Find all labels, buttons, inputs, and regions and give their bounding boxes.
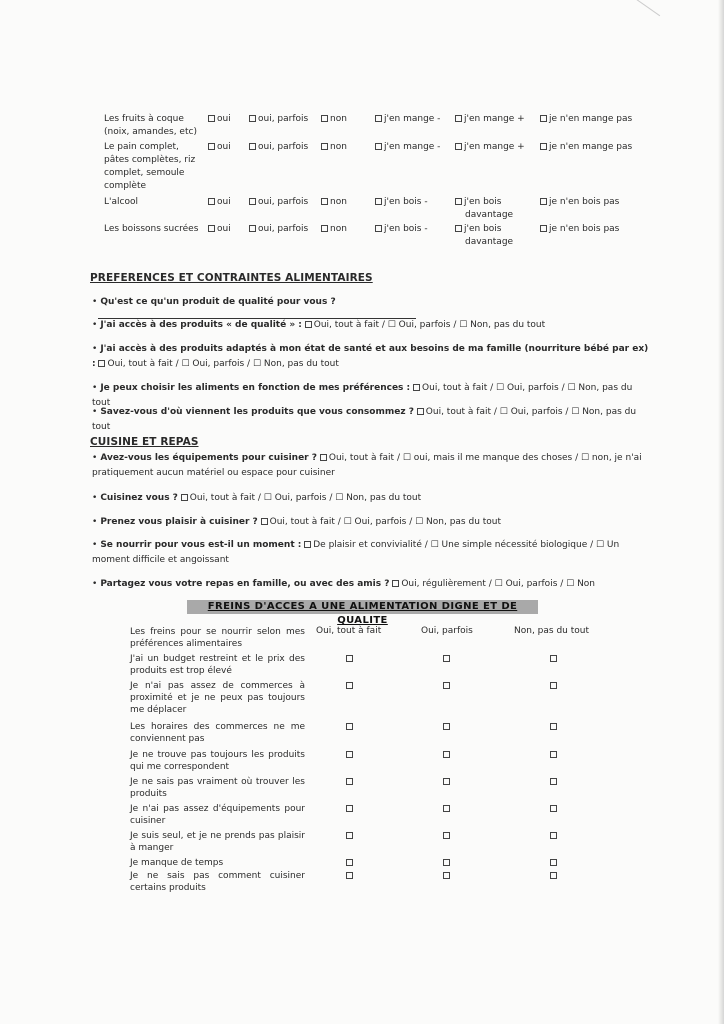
checkbox-icon[interactable] xyxy=(550,723,557,730)
question xyxy=(92,538,652,568)
checkbox-icon[interactable] xyxy=(550,751,557,758)
food-option[interactable] xyxy=(321,196,347,209)
food-option-label: je n'en mange pas xyxy=(549,114,633,124)
food-option-label: oui xyxy=(217,142,231,152)
question-text: J'ai accès à des produits « de qualité » : xyxy=(100,320,302,330)
question-text: Qu'est ce qu'un produit de qualité pour vous ? xyxy=(100,297,336,307)
food-option[interactable] xyxy=(455,141,525,154)
bullet: • xyxy=(92,344,98,354)
checkbox-icon xyxy=(375,115,382,122)
checkbox-icon xyxy=(321,198,328,205)
checkbox-icon xyxy=(249,198,256,205)
food-option-label: non xyxy=(330,224,347,234)
freins-row-label: Je suis seul, et je ne prends pas plaisir à manger xyxy=(130,831,305,853)
food-option[interactable] xyxy=(375,223,428,236)
checkbox-icon xyxy=(375,143,382,150)
freins-row-label: Je n'ai pas assez d'équipements pour cuisiner xyxy=(130,804,305,826)
food-option-label: j'en bois - xyxy=(384,197,428,207)
food-option-label: je n'en bois pas xyxy=(549,197,620,207)
food-option[interactable] xyxy=(540,223,619,236)
answer-options: Oui, tout à fait / ☐ Oui, parfois / ☐ Non, pas du tout xyxy=(313,320,546,330)
question-text: Partagez vous votre repas en famille, ou avec des amis ? xyxy=(100,579,390,589)
food-row-label: Les boissons sucrées xyxy=(104,224,199,234)
checkbox-icon[interactable] xyxy=(550,859,557,866)
bullet: • xyxy=(92,540,98,550)
food-option-label: j'en bois - xyxy=(384,224,428,234)
freins-column-header: Oui, tout à fait xyxy=(316,626,382,636)
checkbox-icon[interactable] xyxy=(443,832,450,839)
food-option[interactable] xyxy=(321,141,347,154)
checkbox-icon[interactable] xyxy=(443,859,450,866)
bullet: • xyxy=(92,383,98,393)
question-text: Je peux choisir les aliments en fonction de mes préférences : xyxy=(100,383,411,393)
food-option-label: oui, parfois xyxy=(258,142,309,152)
scan-mark xyxy=(618,0,660,41)
checkbox-icon[interactable] xyxy=(304,541,311,548)
food-option-label: oui, parfois xyxy=(258,114,309,124)
checkbox-icon[interactable] xyxy=(443,682,450,689)
checkbox-icon[interactable] xyxy=(346,682,353,689)
checkbox-icon[interactable] xyxy=(550,805,557,812)
question xyxy=(92,515,652,530)
food-option-label: non xyxy=(330,197,347,207)
checkbox-icon xyxy=(455,225,462,232)
preferences-section-title: PREFERENCES ET CONTRAINTES ALIMENTAIRES xyxy=(90,272,373,284)
food-option[interactable] xyxy=(540,113,632,126)
food-option[interactable] xyxy=(208,196,231,209)
checkbox-icon xyxy=(375,225,382,232)
checkbox-icon[interactable] xyxy=(550,778,557,785)
freins-header-label: Les freins pour se nourrir selon mes préférences alimentaires xyxy=(130,627,305,649)
bullet: • xyxy=(92,453,98,463)
food-option[interactable] xyxy=(249,196,308,209)
food-option[interactable] xyxy=(375,141,440,154)
checkbox-icon[interactable] xyxy=(443,805,450,812)
checkbox-icon[interactable] xyxy=(550,832,557,839)
question xyxy=(92,318,652,333)
question-text: Se nourrir pour vous est-il un moment : xyxy=(100,540,302,550)
checkbox-icon[interactable] xyxy=(320,454,327,461)
food-option[interactable] xyxy=(455,223,525,249)
checkbox-icon[interactable] xyxy=(346,832,353,839)
food-option-label: je n'en bois pas xyxy=(549,224,620,234)
checkbox-icon[interactable] xyxy=(443,778,450,785)
checkbox-icon xyxy=(540,225,547,232)
bullet: • xyxy=(92,579,98,589)
food-row-label: Le pain complet, pâtes complètes, riz complet, semoule complète xyxy=(104,142,196,191)
food-option[interactable] xyxy=(540,141,632,154)
food-option-label: j'en mange + xyxy=(464,114,525,124)
food-option-label: j'en mange + xyxy=(464,142,525,152)
checkbox-icon xyxy=(208,225,215,232)
checkbox-icon xyxy=(540,115,547,122)
checkbox-icon xyxy=(375,198,382,205)
answer-options: De plaisir et convivialité / ☐ Une simple nécessité biologique / ☐ Un moment difficile et angoissant xyxy=(92,540,620,565)
food-option[interactable] xyxy=(321,113,347,126)
food-option-label: oui xyxy=(217,197,231,207)
question-text: Avez-vous les équipements pour cuisiner ? xyxy=(100,453,317,463)
checkbox-icon[interactable] xyxy=(346,805,353,812)
checkbox-icon[interactable] xyxy=(443,872,450,879)
checkbox-icon[interactable] xyxy=(346,723,353,730)
checkbox-icon xyxy=(455,143,462,150)
checkbox-icon xyxy=(540,198,547,205)
food-option[interactable] xyxy=(455,196,525,222)
freins-row-label: J'ai un budget restreint et le prix des produits est trop élevé xyxy=(130,654,305,676)
food-option-label: oui, parfois xyxy=(258,224,309,234)
freins-row-label: Je manque de temps xyxy=(130,858,224,868)
freins-row-label: Je ne sais pas comment cuisiner certains produits xyxy=(130,871,305,893)
checkbox-icon xyxy=(208,143,215,150)
food-option-label: oui xyxy=(217,114,231,124)
checkbox-icon xyxy=(540,143,547,150)
food-option-label: je n'en mange pas xyxy=(549,142,633,152)
checkbox-icon[interactable] xyxy=(346,859,353,866)
food-option-label: j'en mange - xyxy=(384,142,441,152)
food-option-label: oui xyxy=(217,224,231,234)
checkbox-icon[interactable] xyxy=(550,872,557,879)
scan-edge-shadow xyxy=(718,0,724,1024)
food-option[interactable] xyxy=(208,113,231,126)
checkbox-icon[interactable] xyxy=(346,872,353,879)
question xyxy=(92,405,652,435)
checkbox-icon[interactable] xyxy=(346,778,353,785)
checkbox-icon[interactable] xyxy=(346,751,353,758)
question xyxy=(92,451,652,481)
food-option[interactable] xyxy=(249,223,308,236)
food-option[interactable] xyxy=(375,113,440,126)
answer-options: Oui, régulièrement / ☐ Oui, parfois / ☐ Non xyxy=(401,579,596,589)
checkbox-icon xyxy=(455,115,462,122)
question xyxy=(92,342,652,372)
bullet: • xyxy=(92,493,98,503)
freins-column-header: Non, pas du tout xyxy=(514,626,589,636)
food-option[interactable] xyxy=(249,141,308,154)
freins-row-label: Je ne trouve pas toujours les produits qui me correspondent xyxy=(130,750,305,772)
freins-row-label: Je ne sais pas vraiment où trouver les produits xyxy=(130,777,305,799)
food-option[interactable] xyxy=(249,113,308,126)
checkbox-icon xyxy=(321,143,328,150)
checkbox-icon[interactable] xyxy=(392,580,399,587)
bullet: • xyxy=(92,320,98,330)
question-text: Cuisinez vous ? xyxy=(100,493,178,503)
food-option[interactable] xyxy=(321,223,347,236)
question-text: J'ai accès à des produits adaptés à mon état de santé et aux besoins de ma famille (nourriture bébé par ex) : xyxy=(92,344,649,369)
question-text: Prenez vous plaisir à cuisiner ? xyxy=(100,517,258,527)
checkbox-icon xyxy=(249,143,256,150)
question-text: Savez-vous d'où viennent les produits que vous consommez ? xyxy=(100,407,414,417)
food-row-label: Les fruits à coque (noix, amandes, etc) xyxy=(104,114,197,137)
answer-options: Oui, tout à fait / ☐ oui, mais il me manque des choses / ☐ non, je n'ai pratiquement aucun matériel ou espace pour cuisiner xyxy=(92,453,642,478)
checkbox-icon[interactable] xyxy=(305,321,312,328)
checkbox-icon[interactable] xyxy=(550,655,557,662)
checkbox-icon[interactable] xyxy=(346,655,353,662)
question xyxy=(92,491,652,506)
food-option[interactable] xyxy=(455,113,525,126)
food-option-label: non xyxy=(330,114,347,124)
food-option[interactable] xyxy=(375,196,428,209)
checkbox-icon[interactable] xyxy=(443,655,450,662)
freins-column-header: Oui, parfois xyxy=(421,626,473,636)
checkbox-icon[interactable] xyxy=(413,384,420,391)
answer-options: Oui, tout à fait / ☐ Oui, parfois / ☐ Non, pas du tout xyxy=(269,517,502,527)
checkbox-icon xyxy=(455,198,462,205)
food-option[interactable] xyxy=(540,196,619,209)
bullet: • xyxy=(92,407,98,417)
question xyxy=(92,577,652,592)
freins-row-label: Les horaires des commerces ne me conviennent pas xyxy=(130,722,305,744)
food-option[interactable] xyxy=(208,223,231,236)
answer-options: Oui, tout à fait / ☐ Oui, parfois / ☐ Non, pas du tout xyxy=(92,407,637,432)
checkbox-icon xyxy=(208,198,215,205)
food-row-label: L'alcool xyxy=(104,197,138,207)
bullet: • xyxy=(92,297,98,307)
food-option-label: oui, parfois xyxy=(258,197,309,207)
checkbox-icon xyxy=(321,115,328,122)
food-option-label: j'en bois davantage xyxy=(464,197,514,220)
freins-section-title: FREINS D'ACCES A UNE ALIMENTATION DIGNE ET DE QUALITE xyxy=(187,600,538,614)
checkbox-icon[interactable] xyxy=(261,518,268,525)
checkbox-icon[interactable] xyxy=(98,360,105,367)
checkbox-icon xyxy=(249,115,256,122)
answer-options: Oui, tout à fait / ☐ Oui, parfois / ☐ Non, pas du tout xyxy=(107,359,339,369)
answer-options: Oui, tout à fait / ☐ Oui, parfois / ☐ Non, pas du tout xyxy=(189,493,422,503)
food-option[interactable] xyxy=(208,141,231,154)
checkbox-icon[interactable] xyxy=(181,494,188,501)
checkbox-icon xyxy=(249,225,256,232)
checkbox-icon xyxy=(208,115,215,122)
food-option-label: j'en bois davantage xyxy=(464,224,514,247)
checkbox-icon[interactable] xyxy=(550,682,557,689)
checkbox-icon xyxy=(321,225,328,232)
freins-row-label: Je n'ai pas assez de commerces à proximité et je ne peux pas toujours me déplacer xyxy=(130,681,305,715)
checkbox-icon[interactable] xyxy=(443,723,450,730)
checkbox-icon[interactable] xyxy=(443,751,450,758)
cuisine-section-title: CUISINE ET REPAS xyxy=(90,436,199,448)
checkbox-icon[interactable] xyxy=(417,408,424,415)
food-option-label: j'en mange - xyxy=(384,114,441,124)
bullet: • xyxy=(92,517,98,527)
answer-options: Oui, tout à fait / ☐ Oui, parfois / ☐ Non, pas du tout xyxy=(92,383,633,408)
food-option-label: non xyxy=(330,142,347,152)
